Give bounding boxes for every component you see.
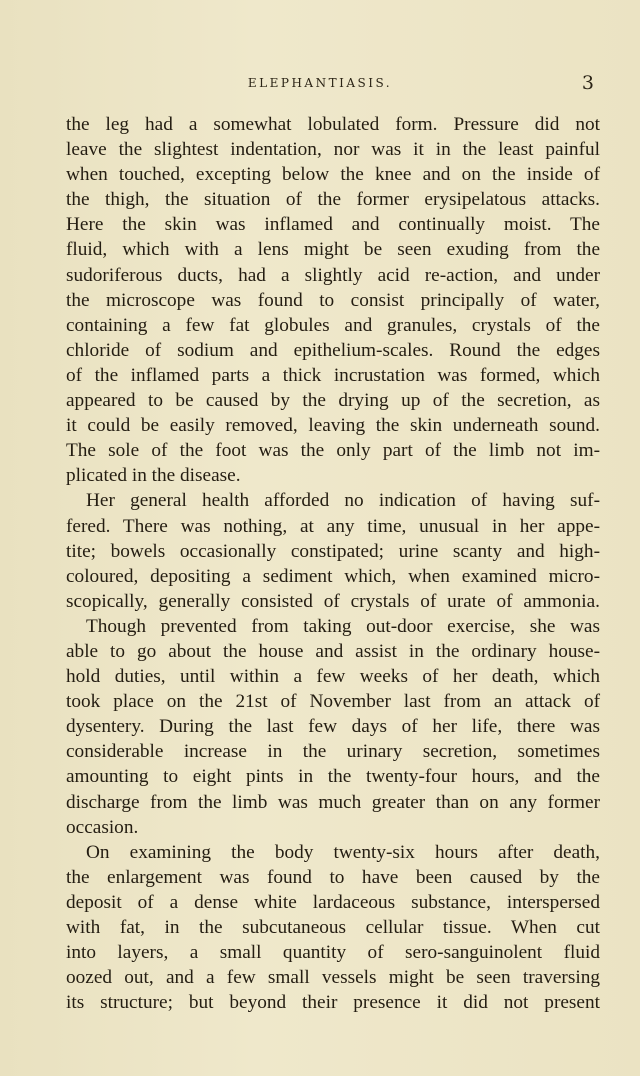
text-line: oozed out, and a few small vessels might be seen traversing	[66, 967, 600, 989]
text-line: dysentery. During the last few days of her life, there was	[66, 716, 600, 738]
text-line: took place on the 21st of November last from an attack of	[66, 691, 600, 713]
running-head	[0, 72, 640, 96]
text-line: On examining the body twenty-six hours after death,	[86, 841, 600, 863]
text-line: containing a few fat globules and granules, crystals of the	[66, 314, 600, 336]
text-line: appeared to be caused by the drying up of the secretion, as	[66, 390, 600, 412]
running-title: ELEPHANTIASIS.	[247, 76, 393, 90]
text-line: with fat, in the subcutaneous cellular tissue. When cut	[66, 917, 600, 938]
text-line: leave the slightest indentation, nor was it in the least painful	[66, 139, 600, 161]
text-line: able to go about the house and assist in the ordinary house-	[66, 640, 600, 662]
text-line: The sole of the foot was the only part of the limb not im-	[66, 440, 600, 462]
text-line: the thigh, the situation of the former erysipelatous attacks.	[66, 189, 600, 211]
text-line: hold duties, until within a few weeks of her death, which	[66, 666, 600, 688]
text-line: occasion.	[66, 816, 139, 838]
text-line: coloured, depositing a sediment which, when examined micro-	[66, 565, 600, 587]
text-line: the microscope was found to consist principally of water,	[66, 289, 600, 311]
text-line: the leg had a somewhat lobulated form. Pressure did not	[66, 114, 600, 135]
text-line: amounting to eight pints in the twenty-four hours, and the	[66, 766, 600, 788]
page-number: 3	[581, 72, 594, 94]
text-line: Though prevented from taking out-door exercise, she was	[86, 615, 600, 637]
text-line: considerable increase in the urinary secretion, sometimes	[66, 741, 600, 763]
text-line: Her general health afforded no indication of having suf-	[86, 490, 600, 512]
text-line: of the inflamed parts a thick incrustation was formed, which	[66, 364, 600, 386]
text-line: the enlargement was found to have been caused by the	[66, 866, 600, 888]
text-line: chloride of sodium and epithelium-scales. Round the edges	[66, 339, 600, 361]
text-line: into layers, a small quantity of sero-sanguinolent fluid	[66, 942, 600, 964]
text-line: fluid, which with a lens might be seen exuding from the	[66, 239, 600, 261]
text-line: tite; bowels occasionally constipated; urine scanty and high-	[66, 540, 600, 562]
text-line: sudoriferous ducts, had a slightly acid re-action, and under	[66, 264, 600, 286]
text-line: Here the skin was inflamed and continually moist. The	[66, 214, 600, 236]
text-line: its structure; but beyond their presence it did not present	[66, 992, 600, 1014]
text-line: discharge from the limb was much greater than on any former	[66, 791, 600, 813]
text-line: deposit of a dense white lardaceous substance, interspersed	[66, 891, 600, 913]
text-line: scopically, generally consisted of crystals of urate of ammonia.	[66, 590, 600, 612]
text-line: fered. There was nothing, at any time, unusual in her appe-	[66, 515, 600, 537]
text-line: it could be easily removed, leaving the skin underneath sound.	[66, 415, 600, 437]
text-line: when touched, excepting below the knee and on the inside of	[66, 164, 600, 186]
text-line: plicated in the disease.	[66, 465, 241, 487]
body-text	[66, 112, 600, 1015]
